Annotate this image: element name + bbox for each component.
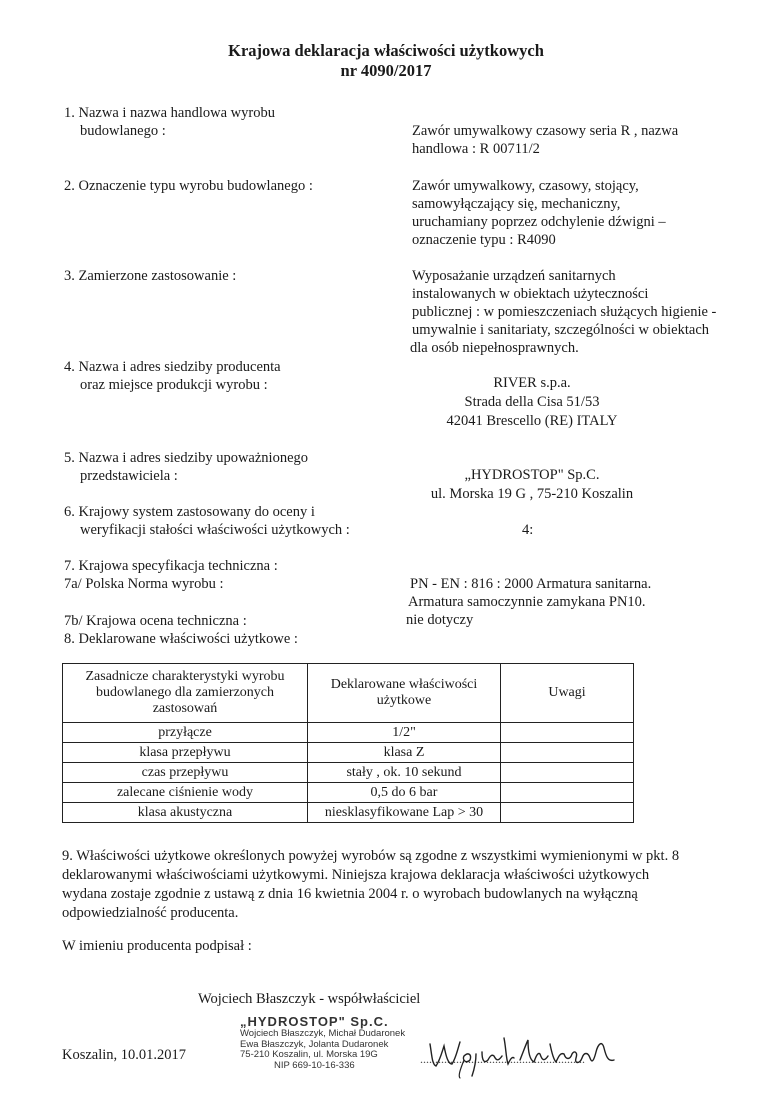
item-3-value-2: instalowanych w obiektach użyteczności — [412, 286, 649, 302]
item-7b-label: 7b/ Krajowa ocena techniczna : — [64, 613, 247, 629]
table-row — [63, 783, 634, 803]
item-7a-value-2: Armatura samoczynnie zamykana PN10. — [408, 594, 646, 610]
cell-characteristic: przyłącze — [63, 723, 308, 743]
table-header-row — [63, 664, 634, 723]
handwritten-signature — [424, 1030, 620, 1080]
item-6-label: 6. Krajowy system zastosowany do oceny i — [64, 504, 315, 520]
document-title: Krajowa deklaracja właściwości użytkowych — [228, 41, 544, 60]
item-3-label: 3. Zamierzone zastosowanie : — [64, 268, 237, 284]
header-characteristics: Zasadnicze charakterystyki wyrobu budowlanego dla zamierzonych zastosowań — [63, 664, 308, 723]
cell-value: klasa Z — [308, 743, 501, 763]
item-7a-value-1: PN - EN : 816 : 2000 Armatura sanitarna. — [410, 576, 652, 592]
item-3-value-3: publicznej : w pomieszczeniach służących higienie - — [412, 304, 717, 320]
cell-note — [501, 803, 634, 823]
company-stamp: „HYDROSTOP" Sp.C. Wojciech Błaszczyk, Michał Dudaronek Ewa Błaszczyk, Jolanta Dudaronek 75-210 Koszalin, ul. Morska 19G NIP 669-10-16-336 — [240, 1014, 406, 1071]
cell-characteristic: klasa przepływu — [63, 743, 308, 763]
item-2-value-3: uruchamiany poprzez odchylenie dźwigni – — [412, 214, 666, 230]
item-4-label: 4. Nazwa i adres siedziby producenta — [64, 359, 281, 375]
representative-name: „HYDROSTOP" Sp.C. — [464, 467, 600, 483]
table-row — [63, 803, 634, 823]
item-7-label: 7. Krajowa specyfikacja techniczna : — [64, 558, 278, 574]
item-3-value-1: Wyposażanie urządzeń sanitarnych — [412, 268, 616, 284]
cell-value: niesklasyfikowane Lap > 30 — [308, 803, 501, 823]
cell-value: stały , ok. 10 sekund — [308, 763, 501, 783]
table-row — [63, 723, 634, 743]
manufacturer-city: 42041 Brescello (RE) ITALY — [446, 413, 618, 429]
item-2-value-2: samowyłączający się, mechaniczny, — [412, 196, 621, 212]
cell-note — [501, 783, 634, 803]
item-1-value: Zawór umywalkowy czasowy seria R , nazwa — [412, 123, 679, 139]
manufacturer-street: Strada della Cisa 51/53 — [464, 394, 600, 410]
cell-characteristic: klasa akustyczna — [63, 803, 308, 823]
cell-note — [501, 723, 634, 743]
cell-characteristic: zalecane ciśnienie wody — [63, 783, 308, 803]
conformity-statement: 9. Właściwości użytkowe określonych powyżej wyrobów są zgodne z wszystkimi wymienionymi w pkt. 8 deklarowanymi właściwościami użytkowymi. Niniejsza krajowa deklaracja właściwości użytkowych wydana zostaje zgodnie z ustawą z dnia 16 kwietnia 2004 r. o wyrobach budowlanych na wyłączną odpowiedzialność producenta. — [62, 848, 680, 921]
item-1-label: 1. Nazwa i nazwa handlowa wyrobu — [64, 105, 275, 121]
signed-by-label: W imieniu producenta podpisał : — [62, 938, 252, 954]
item-5-label-cont: przedstawiciela : — [80, 468, 178, 484]
header-notes: Uwagi — [501, 664, 634, 723]
item-2-label: 2. Oznaczenie typu wyrobu budowlanego : — [64, 178, 313, 194]
cell-characteristic: czas przepływu — [63, 763, 308, 783]
representative-address: ul. Morska 19 G , 75-210 Koszalin — [430, 486, 634, 502]
cell-value: 0,5 do 6 bar — [308, 783, 501, 803]
cell-note — [501, 743, 634, 763]
item-3-value-5: dla osób niepełnosprawnych. — [410, 340, 579, 356]
cell-value: 1/2" — [308, 723, 501, 743]
signer-name: Wojciech Błaszczyk - współwłaściciel — [198, 991, 421, 1007]
item-2-value-1: Zawór umywalkowy, czasowy, stojący, — [412, 178, 639, 194]
item-1-label-cont: budowlanego : — [80, 123, 166, 139]
cell-note — [501, 763, 634, 783]
header-declared: Deklarowane właściwości użytkowe — [308, 664, 501, 723]
table-row — [63, 763, 634, 783]
item-1-value-cont: handlowa : R 00711/2 — [412, 141, 540, 157]
item-6-value: 4: — [522, 522, 534, 538]
declared-properties-table — [62, 663, 634, 823]
item-6-label-cont: weryfikacji stałości właściwości użytkowych : — [80, 522, 350, 538]
manufacturer-name: RIVER s.p.a. — [493, 375, 571, 391]
signature-dotted-line: ....................................................... — [420, 1052, 585, 1066]
item-7a-label: 7a/ Polska Norma wyrobu : — [64, 576, 224, 592]
item-7b-value: nie dotyczy — [406, 612, 474, 628]
place-and-date: Koszalin, 10.01.2017 — [62, 1047, 187, 1063]
item-5-label: 5. Nazwa i adres siedziby upoważnionego — [64, 450, 309, 466]
item-2-value-4: oznaczenie typu : R4090 — [412, 232, 556, 248]
item-3-value-4: umywalnie i sanitariaty, szczególności w obiektach — [412, 322, 710, 338]
item-4-label-cont: oraz miejsce produkcji wyrobu : — [80, 377, 268, 393]
table-row — [63, 743, 634, 763]
item-8-label: 8. Deklarowane właściwości użytkowe : — [64, 631, 298, 647]
document-number: nr 4090/2017 — [340, 61, 432, 80]
